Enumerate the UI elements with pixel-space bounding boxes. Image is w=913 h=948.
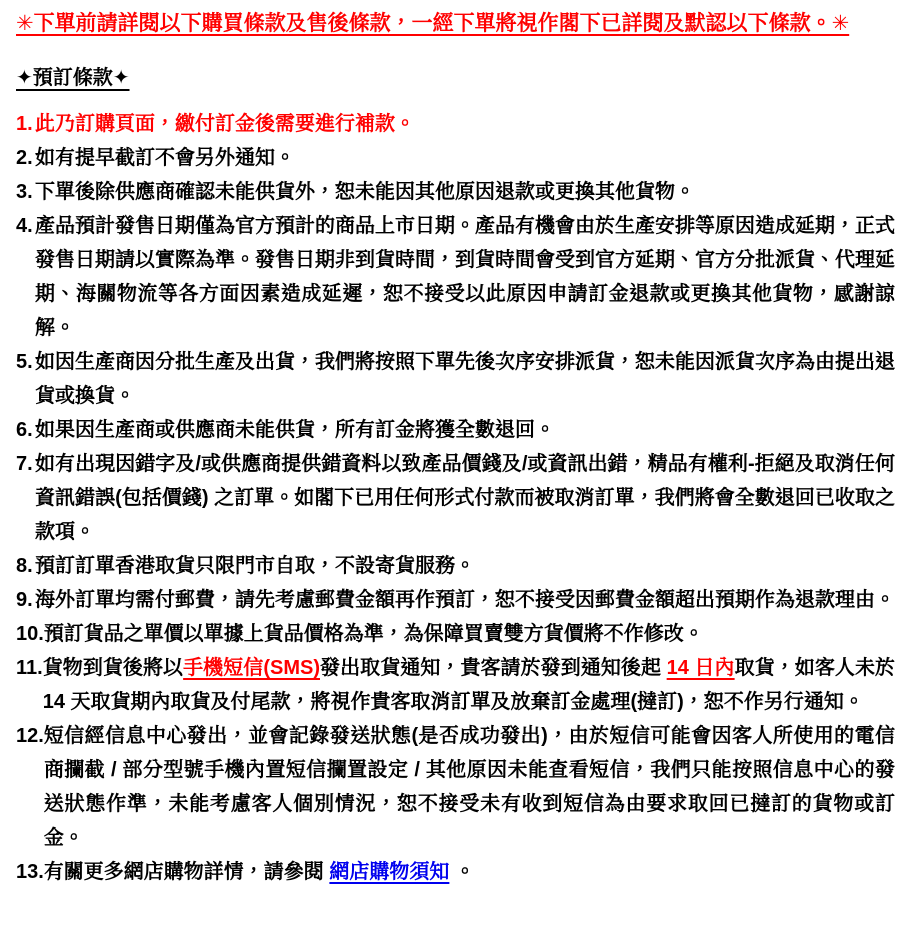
term-item-8 (16, 549, 895, 583)
term-text: 預訂訂單香港取貨只限門市自取，不設寄貨服務。 (35, 555, 475, 577)
term-text-segment: 。 (449, 861, 475, 883)
term-number: 3. (16, 181, 33, 203)
term-item-2 (16, 141, 895, 175)
term-number: 13. (16, 861, 44, 883)
term-text (43, 651, 895, 719)
section-title-preorder-terms: ✦預訂條款✦ (16, 67, 130, 89)
term-number: 5. (16, 351, 33, 373)
term-item-10 (16, 617, 895, 651)
term-number: 1. (16, 113, 33, 135)
term-item-6 (16, 413, 895, 447)
term-number: 9. (16, 589, 33, 611)
term-number: 12. (16, 725, 44, 747)
term-text-segment: 取貨，如客人未於 14 天取貨期內取貨及付尾款，將視作貴客取消訂單及放棄訂金處理(撻訂)，恕不作另行通知。 (42, 657, 896, 713)
term-number: 11. (16, 657, 43, 679)
term-item-9 (16, 583, 895, 617)
term-number: 4. (16, 215, 33, 237)
term-text: 如果因生產商或供應商未能供貨，所有訂金將獲全數退回。 (35, 419, 555, 441)
term-text: 如有出現因錯字及/或供應商提供錯資料以致產品價錢及/或資訊出錯，精品有權利-拒絕及取消任何資訊錯誤(包括價錢) 之訂單。如閣下已用任何形式付款而被取消訂單，我們將會全數退回已收取之款項。 (35, 453, 895, 543)
term-text: 下單後除供應商確認未能供貨外，恕未能因其他原因退款或更換其他貨物。 (35, 181, 695, 203)
term-text: 如有提早截訂不會另外通知。 (35, 147, 295, 169)
term-text: 如因生產商因分批生產及出貨，我們將按照下單先後次序安排派貨，恕未能因派貨次序為由提出退貨或換貨。 (35, 351, 895, 407)
term-text-segment: 發出取貨通知，貴客請於發到通知後起 (320, 657, 667, 679)
term-number: 2. (16, 147, 33, 169)
term-text: 此乃訂購頁面，繳付訂金後需要進行補款。 (35, 113, 415, 135)
term-text: 預訂貨品之單價以單據上貨品價格為準，為保障買賣雙方貨價將不作修改。 (43, 623, 704, 645)
term-number: 6. (16, 419, 33, 441)
sms-highlight: 手機短信(SMS) (183, 657, 320, 679)
header-notice: ✳下單前請詳閱以下購買條款及售後條款，一經下單將視作閣下已詳閱及默認以下條款。✳ (16, 12, 850, 35)
term-text (44, 855, 895, 889)
shop-guide-link[interactable]: 網店購物須知 (329, 861, 450, 883)
term-text: 海外訂單均需付郵費，請先考慮郵費金額再作預訂，恕不接受因郵費金額超出預期作為退款理由。 (35, 589, 895, 611)
term-text: 產品預計發售日期僅為官方預計的商品上市日期。產品有機會由於生產安排等原因造成延期，正式發售日期請以實際為準。發售日期非到貨時間，到貨時間會受到官方延期、官方分批派貨、代理延期、海關物流等各方面因素造成延遲，恕不接受以此原因申請訂金退款或更換其他貨物，感謝諒解。 (35, 215, 895, 339)
terms-list (16, 107, 895, 889)
term-item-5 (16, 345, 895, 413)
term-item-4 (16, 209, 895, 345)
pickup-days-highlight: 14 日內 (666, 657, 735, 679)
term-number: 7. (16, 453, 33, 475)
term-number: 10. (16, 623, 44, 645)
term-item-13 (16, 855, 895, 889)
term-number: 8. (16, 555, 33, 577)
term-text-segment: 貨物到貨後將以 (42, 657, 184, 679)
term-text: 短信經信息中心發出，並會記錄發送狀態(是否成功發出)，由於短信可能會因客人所使用的電信商攔截 / 部分型號手機內置短信攔置設定 / 其他原因未能查看短信，我們只能按照信息中心的發送狀態作準，未能考慮客人個別情況，恕不接受未有收到短信為由要求取回已撻訂的貨物或訂金。 (43, 725, 895, 849)
term-text-segment: 有關更多網店購物詳情，請參閱 (43, 861, 330, 883)
term-item-1 (16, 107, 895, 141)
term-item-3 (16, 175, 895, 209)
term-item-11 (16, 651, 895, 719)
term-item-12 (16, 719, 895, 855)
term-item-7 (16, 447, 895, 549)
